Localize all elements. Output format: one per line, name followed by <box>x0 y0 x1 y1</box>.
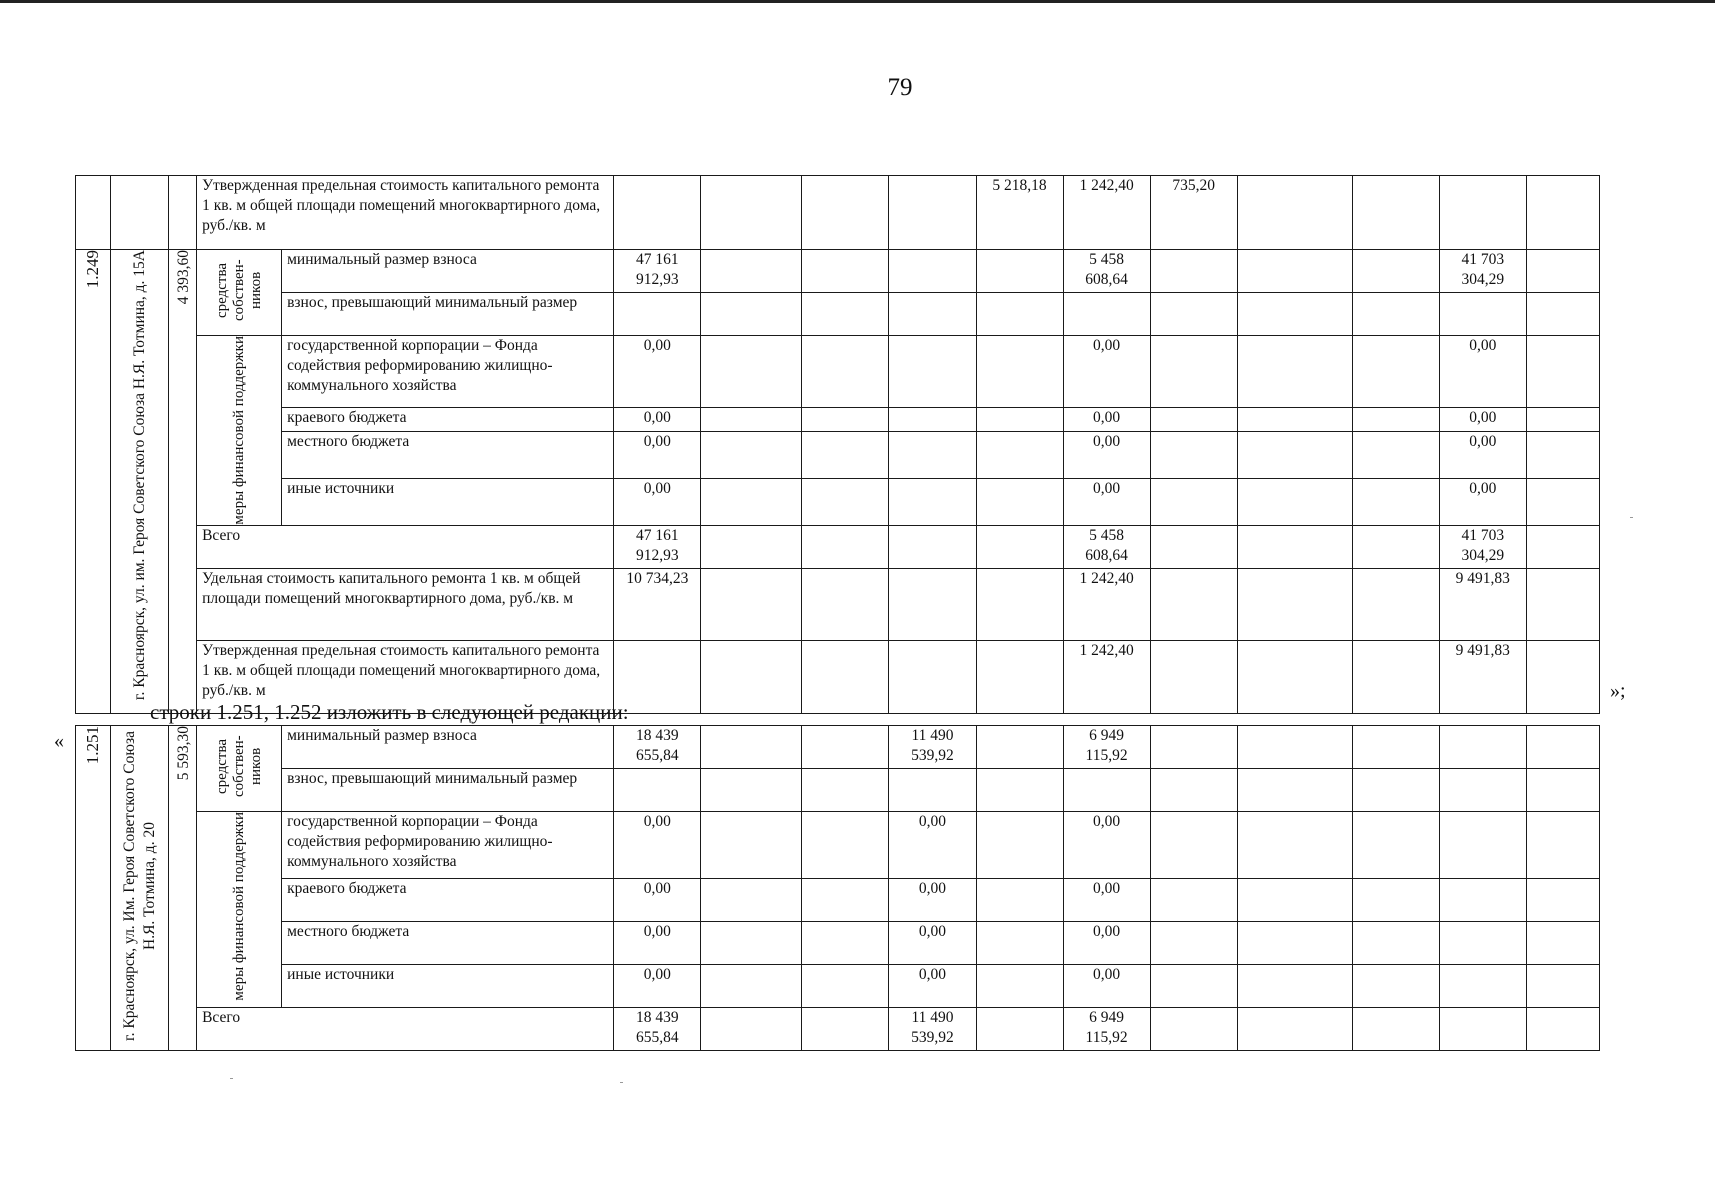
table-row-1249 <box>75 175 1600 714</box>
value-cell: 11 490 539,92 <box>889 726 976 769</box>
table-row <box>76 726 1600 769</box>
area-cell <box>169 726 197 1051</box>
value-cell: 0,00 <box>614 879 701 922</box>
table-row <box>76 176 1600 250</box>
scan-speck <box>230 1078 233 1079</box>
page-number: 79 <box>887 74 913 101</box>
row-label: Удельная стоимость капитального ремонта 1 кв. м общей площади помещений многоквартирного дома, руб./кв. м <box>197 568 614 640</box>
row-number-cell <box>76 726 111 1051</box>
value-cell: 5 458 608,64 <box>1063 250 1150 293</box>
group-support: меры финансовой поддержки <box>230 336 247 525</box>
table-row <box>76 812 1600 879</box>
value-cell <box>614 293 701 336</box>
value-cell: 0,00 <box>1063 336 1150 408</box>
value-cell: 0,00 <box>1063 812 1150 879</box>
value-cell: 1 242,40 <box>1063 640 1150 713</box>
value-cell: 0,00 <box>614 965 701 1008</box>
value-cell <box>614 769 701 812</box>
page-top-border <box>0 0 1715 3</box>
value-cell: 0,00 <box>1063 407 1150 431</box>
row-label: иные источники <box>282 478 614 525</box>
value-cell: 0,00 <box>1439 407 1526 431</box>
value-cell: 0,00 <box>1439 478 1526 525</box>
value-cell: 0,00 <box>1063 431 1150 478</box>
value-cell: 0,00 <box>614 431 701 478</box>
row-label: минимальный размер взноса <box>282 726 614 769</box>
value-cell: 6 949 115,92 <box>1063 1008 1150 1051</box>
table-row <box>76 250 1600 293</box>
value-cell: 41 703 304,29 <box>1439 250 1526 293</box>
value-cell: 1 242,40 <box>1063 176 1150 250</box>
value-cell <box>1063 769 1150 812</box>
section-caption: строки 1.251, 1.252 изложить в следующей редакции: <box>150 700 629 724</box>
value-cell: 0,00 <box>889 812 976 879</box>
table-row <box>76 965 1600 1008</box>
value-cell: 11 490 539,92 <box>889 1008 976 1051</box>
table-row <box>76 1008 1600 1051</box>
row-number: 1.249 <box>83 250 102 289</box>
value-cell <box>1439 293 1526 336</box>
group-owners-cell <box>197 726 282 812</box>
value-cell: 0,00 <box>614 478 701 525</box>
value-cell: 47 161 912,93 <box>614 250 701 293</box>
value-cell: 0,00 <box>1063 965 1150 1008</box>
value-cell: 18 439 655,84 <box>614 1008 701 1051</box>
table-row <box>76 293 1600 336</box>
value-cell: 0,00 <box>889 965 976 1008</box>
table-row <box>76 769 1600 812</box>
value-cell: 1 242,40 <box>1063 568 1150 640</box>
value-cell: 0,00 <box>614 407 701 431</box>
row-label: взнос, превышающий минимальный размер <box>282 293 614 336</box>
row-label: государственной корпорации – Фонда содействия реформированию жилищно-коммунального хозяйства <box>282 336 614 408</box>
row-label: взнос, превышающий минимальный размер <box>282 769 614 812</box>
group-owners: средства собствен-ников <box>213 735 264 797</box>
opening-quote: « <box>54 730 64 752</box>
value-cell: 0,00 <box>614 336 701 408</box>
group-support: меры финансовой поддержки <box>230 812 247 1001</box>
group-support-cell <box>197 336 282 526</box>
value-cell: 9 491,83 <box>1439 568 1526 640</box>
value-cell: 5 218,18 <box>976 176 1063 250</box>
row-label: краевого бюджета <box>282 879 614 922</box>
scan-speck <box>620 1082 623 1083</box>
table-row <box>76 336 1600 408</box>
value-cell: 0,00 <box>1063 922 1150 965</box>
row-label: Утвержденная предельная стоимость капитального ремонта 1 кв. м общей площади помещений многоквартирного дома, руб./кв. м <box>197 176 614 250</box>
row-number-cell <box>76 250 111 714</box>
address: г. Красноярск, ул. Им. Героя Советского Союза Н.Я. Тотмина, д. 20 <box>120 731 158 1041</box>
scan-speck <box>1630 517 1633 518</box>
table-row-1251 <box>75 725 1600 1051</box>
value-cell: 0,00 <box>1439 431 1526 478</box>
row-label: местного бюджета <box>282 431 614 478</box>
row-label: местного бюджета <box>282 922 614 965</box>
table-row <box>76 525 1600 568</box>
value-cell: 6 949 115,92 <box>1063 726 1150 769</box>
table-row <box>76 431 1600 478</box>
value-cell: 0,00 <box>614 922 701 965</box>
group-support-cell <box>197 812 282 1008</box>
row-label: Всего <box>197 525 614 568</box>
row-label: иные источники <box>282 965 614 1008</box>
row-label: краевого бюджета <box>282 407 614 431</box>
value-cell: 41 703 304,29 <box>1439 525 1526 568</box>
group-owners: средства собствен-ников <box>213 259 264 321</box>
area: 5 593,30 <box>175 726 193 781</box>
area: 4 393,60 <box>175 250 193 305</box>
value-cell: 0,00 <box>889 879 976 922</box>
table-row <box>76 922 1600 965</box>
table-row <box>76 478 1600 525</box>
row-label: государственной корпорации – Фонда содействия реформированию жилищно-коммунального хозяйства <box>282 812 614 879</box>
value-cell: 0,00 <box>1439 336 1526 408</box>
row-number: 1.251 <box>83 726 102 765</box>
value-cell: 0,00 <box>889 922 976 965</box>
row-label: Всего <box>197 1008 614 1051</box>
value-cell: 0,00 <box>614 812 701 879</box>
table-row <box>76 568 1600 640</box>
closing-quote: »; <box>1610 680 1626 702</box>
table-row <box>76 879 1600 922</box>
value-cell <box>889 769 976 812</box>
value-cell: 18 439 655,84 <box>614 726 701 769</box>
table-row <box>76 407 1600 431</box>
value-cell: 10 734,23 <box>614 568 701 640</box>
value-cell: 47 161 912,93 <box>614 525 701 568</box>
value-cell <box>1063 293 1150 336</box>
value-cell: 735,20 <box>1150 176 1237 250</box>
address-cell <box>111 726 169 1051</box>
value-cell: 9 491,83 <box>1439 640 1526 713</box>
address: г. Красноярск, ул. им. Героя Советского Союза Н.Я. Тотмина, д. 15А <box>130 250 148 701</box>
row-label: минимальный размер взноса <box>282 250 614 293</box>
value-cell: 0,00 <box>1063 478 1150 525</box>
row-label: Утвержденная предельная стоимость капитального ремонта 1 кв. м общей площади помещений многоквартирного дома, руб./кв. м <box>197 640 614 713</box>
value-cell: 5 458 608,64 <box>1063 525 1150 568</box>
address-cell <box>111 250 169 714</box>
group-owners-cell <box>197 250 282 336</box>
value-cell: 0,00 <box>1063 879 1150 922</box>
area-cell <box>169 250 197 714</box>
